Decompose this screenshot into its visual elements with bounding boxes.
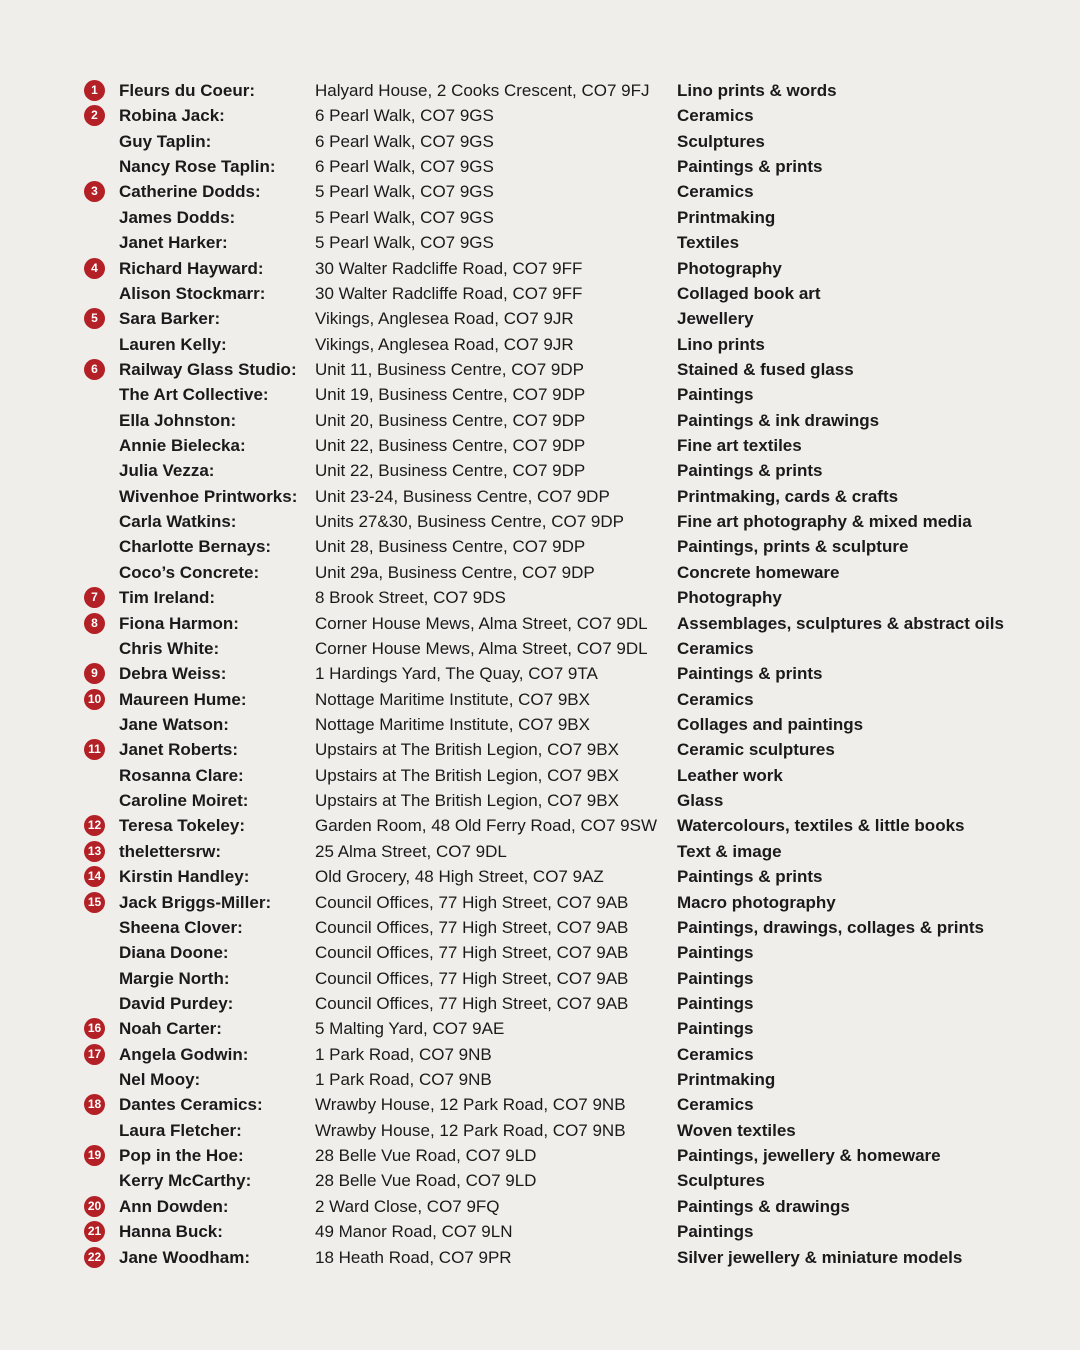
artist-medium: Leather work [677,765,783,785]
artist-address: Nottage Maritime Institute, CO7 9BX [315,714,590,734]
artist-name: Kirstin Handley: [119,867,250,887]
artist-medium: Paintings, drawings, collages & prints [677,917,985,937]
artist-address: 5 Pearl Walk, CO7 9GS [315,207,494,227]
artist-medium: Ceramics [677,689,754,709]
artist-name: Alison Stockmarr: [119,283,266,303]
artist-name: Charlotte Bernays: [119,537,272,557]
artist-name: Coco’s Concrete: [119,562,260,582]
location-number-badge: 19 [84,1145,105,1166]
artist-address: Upstairs at The British Legion, CO7 9BX [315,765,619,785]
list-item [0,509,1080,534]
artist-address: 1 Park Road, CO7 9NB [315,1044,492,1064]
artist-name: Dantes Ceramics: [119,1095,263,1115]
list-item [0,458,1080,483]
artist-address: Nottage Maritime Institute, CO7 9BX [315,689,590,709]
list-item [0,966,1080,991]
artist-medium: Textiles [677,233,740,253]
location-number-badge: 12 [84,815,105,836]
artist-medium: Paintings & ink drawings [677,410,880,430]
location-number-badge: 16 [84,1018,105,1039]
list-item [0,382,1080,407]
artist-address: Council Offices, 77 High Street, CO7 9AB [315,993,629,1013]
list-item [0,1016,1080,1041]
list-item [0,154,1080,179]
artist-medium: Fine art textiles [677,436,802,456]
artist-address: 1 Hardings Yard, The Quay, CO7 9TA [315,664,598,684]
list-item [0,763,1080,788]
artist-medium: Stained & fused glass [677,359,854,379]
artist-address: 28 Belle Vue Road, CO7 9LD [315,1146,537,1166]
artist-address: 5 Malting Yard, CO7 9AE [315,1019,505,1039]
artist-medium: Macro photography [677,892,836,912]
list-item [0,890,1080,915]
location-number-badge: 13 [84,841,105,862]
artist-address: Vikings, Anglesea Road, CO7 9JR [315,309,574,329]
list-item [0,1067,1080,1092]
artist-medium: Paintings, jewellery & homeware [677,1146,941,1166]
artist-medium: Photography [677,588,782,608]
artist-medium: Assemblages, sculptures & abstract oils [677,613,1004,633]
location-number-badge: 22 [84,1247,105,1268]
artist-medium: Paintings & prints [677,867,823,887]
list-item [0,1168,1080,1193]
artist-medium: Printmaking, cards & crafts [677,486,899,506]
artist-medium: Paintings [677,993,754,1013]
artist-medium: Ceramic sculptures [677,740,835,760]
location-number-badge: 2 [84,105,105,126]
artist-address: Council Offices, 77 High Street, CO7 9AB [315,892,629,912]
artist-medium: Woven textiles [677,1120,796,1140]
artist-name: Debra Weiss: [119,664,227,684]
list-item [0,661,1080,686]
list-item [0,712,1080,737]
list-item [0,864,1080,889]
artist-address: Unit 11, Business Centre, CO7 9DP [315,359,584,379]
artist-name: Kerry McCarthy: [119,1171,252,1191]
list-item [0,256,1080,281]
artist-name: Noah Carter: [119,1019,222,1039]
location-number-badge: 21 [84,1221,105,1242]
artist-name: Railway Glass Studio: [119,359,297,379]
artist-medium: Watercolours, textiles & little books [677,816,965,836]
artist-medium: Ceramics [677,1044,754,1064]
location-number-badge: 11 [84,739,105,760]
artist-name: Julia Vezza: [119,461,215,481]
artist-name: Jack Briggs-Miller: [119,892,272,912]
list-item [0,991,1080,1016]
artist-medium: Photography [677,258,782,278]
artist-name: David Purdey: [119,993,234,1013]
list-item [0,306,1080,331]
artist-name: Margie North: [119,968,230,988]
artist-list [0,78,1080,1270]
list-item [0,230,1080,255]
artist-medium: Sculptures [677,1171,765,1191]
artist-address: Unit 23-24, Business Centre, CO7 9DP [315,486,610,506]
artist-medium: Fine art photography & mixed media [677,512,972,532]
list-item [0,839,1080,864]
artist-name: James Dodds: [119,207,236,227]
artist-medium: Paintings, prints & sculpture [677,537,909,557]
artist-medium: Paintings [677,968,754,988]
location-number-badge: 18 [84,1094,105,1115]
artist-address: 30 Walter Radcliffe Road, CO7 9FF [315,258,583,278]
artist-address: Unit 20, Business Centre, CO7 9DP [315,410,586,430]
artist-address: Old Grocery, 48 High Street, CO7 9AZ [315,867,604,887]
artist-medium: Paintings & prints [677,157,823,177]
location-number-badge: 7 [84,587,105,608]
list-item [0,357,1080,382]
artist-medium: Text & image [677,841,782,861]
list-item [0,1219,1080,1244]
artist-medium: Sculptures [677,131,765,151]
list-item [0,636,1080,661]
artist-address: Corner House Mews, Alma Street, CO7 9DL [315,613,648,633]
artist-medium: Printmaking [677,207,776,227]
artist-name: Ella Johnston: [119,410,237,430]
list-item [0,205,1080,230]
artist-medium: Ceramics [677,182,754,202]
artist-name: Caroline Moiret: [119,791,249,811]
artist-medium: Paintings [677,1019,754,1039]
artist-address: Vikings, Anglesea Road, CO7 9JR [315,334,574,354]
artist-medium: Ceramics [677,638,754,658]
artist-name: Nancy Rose Taplin: [119,157,276,177]
artist-address: Unit 28, Business Centre, CO7 9DP [315,537,586,557]
artist-name: Angela Godwin: [119,1044,249,1064]
list-item [0,1118,1080,1143]
artist-name: Catherine Dodds: [119,182,261,202]
artist-address: Upstairs at The British Legion, CO7 9BX [315,791,619,811]
artist-address: Halyard House, 2 Cooks Crescent, CO7 9FJ [315,81,650,100]
list-item [0,813,1080,838]
list-item [0,611,1080,636]
location-number-badge: 5 [84,308,105,329]
artist-medium: Paintings [677,1222,754,1242]
artist-name: Fiona Harmon: [119,613,239,633]
artist-address: Upstairs at The British Legion, CO7 9BX [315,740,619,760]
artist-name: Lauren Kelly: [119,334,227,354]
artist-medium: Ceramics [677,1095,754,1115]
artist-address: Unit 19, Business Centre, CO7 9DP [315,385,586,405]
list-item [0,332,1080,357]
artist-address: Units 27&30, Business Centre, CO7 9DP [315,512,624,532]
artist-name: Chris White: [119,638,220,658]
list-item [0,1143,1080,1168]
location-number-badge: 6 [84,359,105,380]
list-item [0,129,1080,154]
artist-medium: Paintings & prints [677,664,823,684]
artist-address: 6 Pearl Walk, CO7 9GS [315,106,494,126]
artist-name: Annie Bielecka: [119,436,246,456]
artist-address: 25 Alma Street, CO7 9DL [315,841,507,861]
artist-name: Carla Watkins: [119,512,237,532]
artist-name: Janet Roberts: [119,740,239,760]
artist-medium: Lino prints [677,334,765,354]
artist-medium: Paintings & prints [677,461,823,481]
artist-name: Sara Barker: [119,309,221,329]
list-item [0,103,1080,128]
artist-medium: Printmaking [677,1070,776,1090]
artist-name: Richard Hayward: [119,258,264,278]
list-item [0,737,1080,762]
artist-name: Jane Woodham: [119,1247,250,1267]
location-number-badge: 20 [84,1196,105,1217]
list-item [0,179,1080,204]
artist-name: Tim Ireland: [119,588,216,608]
location-number-badge: 14 [84,866,105,887]
list-item [0,484,1080,509]
artist-address: Council Offices, 77 High Street, CO7 9AB [315,943,629,963]
artist-address: 49 Manor Road, CO7 9LN [315,1222,513,1242]
artist-name: Maureen Hume: [119,689,247,709]
list-item [0,1194,1080,1219]
list-item [0,915,1080,940]
artist-address: Wrawby House, 12 Park Road, CO7 9NB [315,1120,626,1140]
artist-medium: Concrete homeware [677,562,840,582]
location-number-badge: 1 [84,80,105,101]
artist-medium: Lino prints & words [677,81,837,100]
list-item [0,560,1080,585]
artist-address: Unit 22, Business Centre, CO7 9DP [315,461,586,481]
location-number-badge: 4 [84,258,105,279]
artist-name: thelettersrw: [119,841,222,861]
list-item [0,408,1080,433]
artist-name: Nel Mooy: [119,1070,201,1090]
location-number-badge: 15 [84,892,105,913]
artist-address: Corner House Mews, Alma Street, CO7 9DL [315,638,648,658]
list-item [0,1245,1080,1270]
artist-name: Guy Taplin: [119,131,212,151]
artist-name: Teresa Tokeley: [119,816,245,836]
artist-name: Jane Watson: [119,714,229,734]
artist-name: Robina Jack: [119,106,225,126]
list-item [0,788,1080,813]
artist-medium: Paintings [677,943,754,963]
artist-name: The Art Collective: [119,385,269,405]
list-item [0,687,1080,712]
artist-name: Wivenhoe Printworks: [119,486,298,506]
artist-name: Diana Doone: [119,943,229,963]
list-item [0,78,1080,103]
artist-name: Ann Dowden: [119,1196,229,1216]
artist-name: Janet Harker: [119,233,228,253]
location-number-badge: 3 [84,181,105,202]
artist-name: Hanna Buck: [119,1222,223,1242]
artist-address: Garden Room, 48 Old Ferry Road, CO7 9SW [315,816,658,836]
artist-address: Council Offices, 77 High Street, CO7 9AB [315,968,629,988]
artist-medium: Silver jewellery & miniature models [677,1247,963,1267]
list-item [0,1092,1080,1117]
artist-address: 18 Heath Road, CO7 9PR [315,1247,512,1267]
artist-medium: Collaged book art [677,283,821,303]
artist-medium: Paintings & drawings [677,1196,850,1216]
artist-name: Fleurs du Coeur: [119,81,256,100]
artist-medium: Collages and paintings [677,714,864,734]
artist-address: Council Offices, 77 High Street, CO7 9AB [315,917,629,937]
artist-medium: Glass [677,791,724,811]
artist-name: Rosanna Clare: [119,765,244,785]
list-item [0,940,1080,965]
artist-name: Pop in the Hoe: [119,1146,244,1166]
artist-address: 5 Pearl Walk, CO7 9GS [315,233,494,253]
artist-name: Laura Fletcher: [119,1120,242,1140]
artist-address: 28 Belle Vue Road, CO7 9LD [315,1171,537,1191]
artist-address: Unit 22, Business Centre, CO7 9DP [315,436,586,456]
location-number-badge: 10 [84,689,105,710]
list-item [0,281,1080,306]
artist-address: 6 Pearl Walk, CO7 9GS [315,131,494,151]
list-item [0,585,1080,610]
artist-address: 5 Pearl Walk, CO7 9GS [315,182,494,202]
location-number-badge: 8 [84,613,105,634]
artist-address: 30 Walter Radcliffe Road, CO7 9FF [315,283,583,303]
artist-address: Unit 29a, Business Centre, CO7 9DP [315,562,595,582]
artist-address: Wrawby House, 12 Park Road, CO7 9NB [315,1095,626,1115]
list-item [0,1042,1080,1067]
artist-address: 2 Ward Close, CO7 9FQ [315,1196,500,1216]
artist-name: Sheena Clover: [119,917,243,937]
artist-medium: Jewellery [677,309,754,329]
artist-address: 8 Brook Street, CO7 9DS [315,588,506,608]
location-number-badge: 17 [84,1044,105,1065]
list-item [0,433,1080,458]
artist-medium: Paintings [677,385,754,405]
artist-address: 1 Park Road, CO7 9NB [315,1070,492,1090]
artist-medium: Ceramics [677,106,754,126]
list-item [0,534,1080,559]
artist-address: 6 Pearl Walk, CO7 9GS [315,157,494,177]
location-number-badge: 9 [84,663,105,684]
